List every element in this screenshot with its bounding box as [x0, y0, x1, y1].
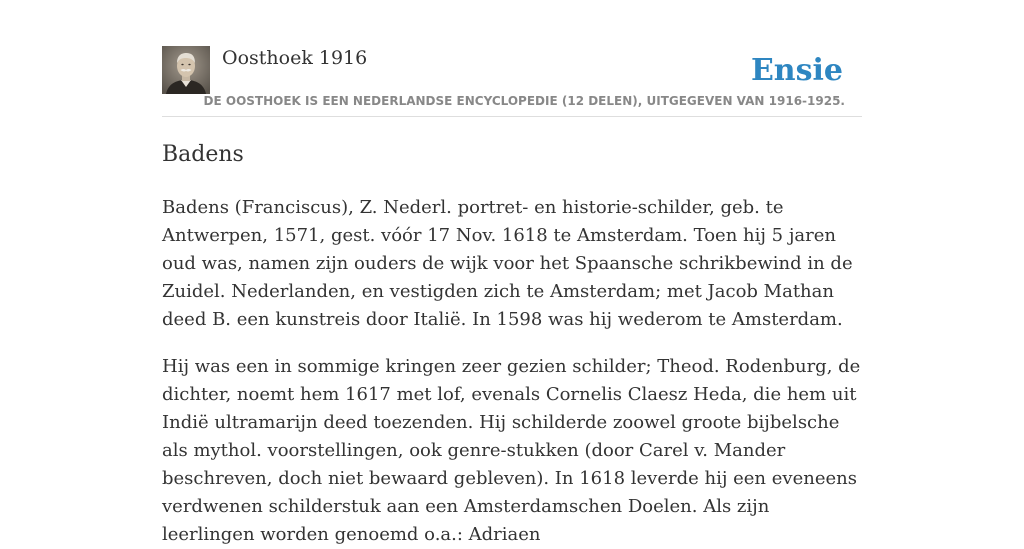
portrait-photo-icon[interactable]: [162, 46, 210, 94]
article-paragraph: Badens (Franciscus), Z. Nederl. portret- en historie-schilder, geb. te Antwerpen, 1571, gest. vóór 17 Nov. 1618 te Amsterdam. Toen hij 5 jaren oud was, namen zijn ouders de wijk voor het Spaansche schrikbewind in de Zuidel. Nederlanden, en vestigden zich te Amsterdam; met Jacob Mathan deed B. een kunstreis door Italië. In 1598 was hij wederom te Amsterdam.: [162, 197, 853, 330]
ensie-logo-link[interactable]: Ensie: [750, 53, 843, 88]
source-title[interactable]: Oosthoek 1916: [222, 47, 368, 69]
article-paragraph: Hij was een in sommige kringen zeer gezien schilder; Theod. Rodenburg, de dichter, noemt hem 1617 met lof, evenals Cornelis Claesz Heda, die hem uit Indië ultramarijn deed toezenden. Hij schilderde zoowel groote bijbelsche als mythol. voorstellingen, ook genre-stukken (door Carel v. Mander beschreven, doch niet bewaard gebleven). In 1618 leverde hij een eveneens verdwenen schilderstuk aan een Amsterdamschen Doelen. Als zijn leerlingen worden genoemd o.a.: Adriaen: [162, 356, 861, 545]
article-title: Badens: [162, 142, 244, 167]
source-description: DE OOSTHOEK IS EEN NEDERLANDSE ENCYCLOPEDIE (12 DELEN), UITGEGEVEN VAN 1916-1925.: [203, 94, 845, 108]
portrait-photo-image: [162, 46, 210, 94]
source-header: [162, 46, 862, 117]
article: [162, 140, 862, 549]
